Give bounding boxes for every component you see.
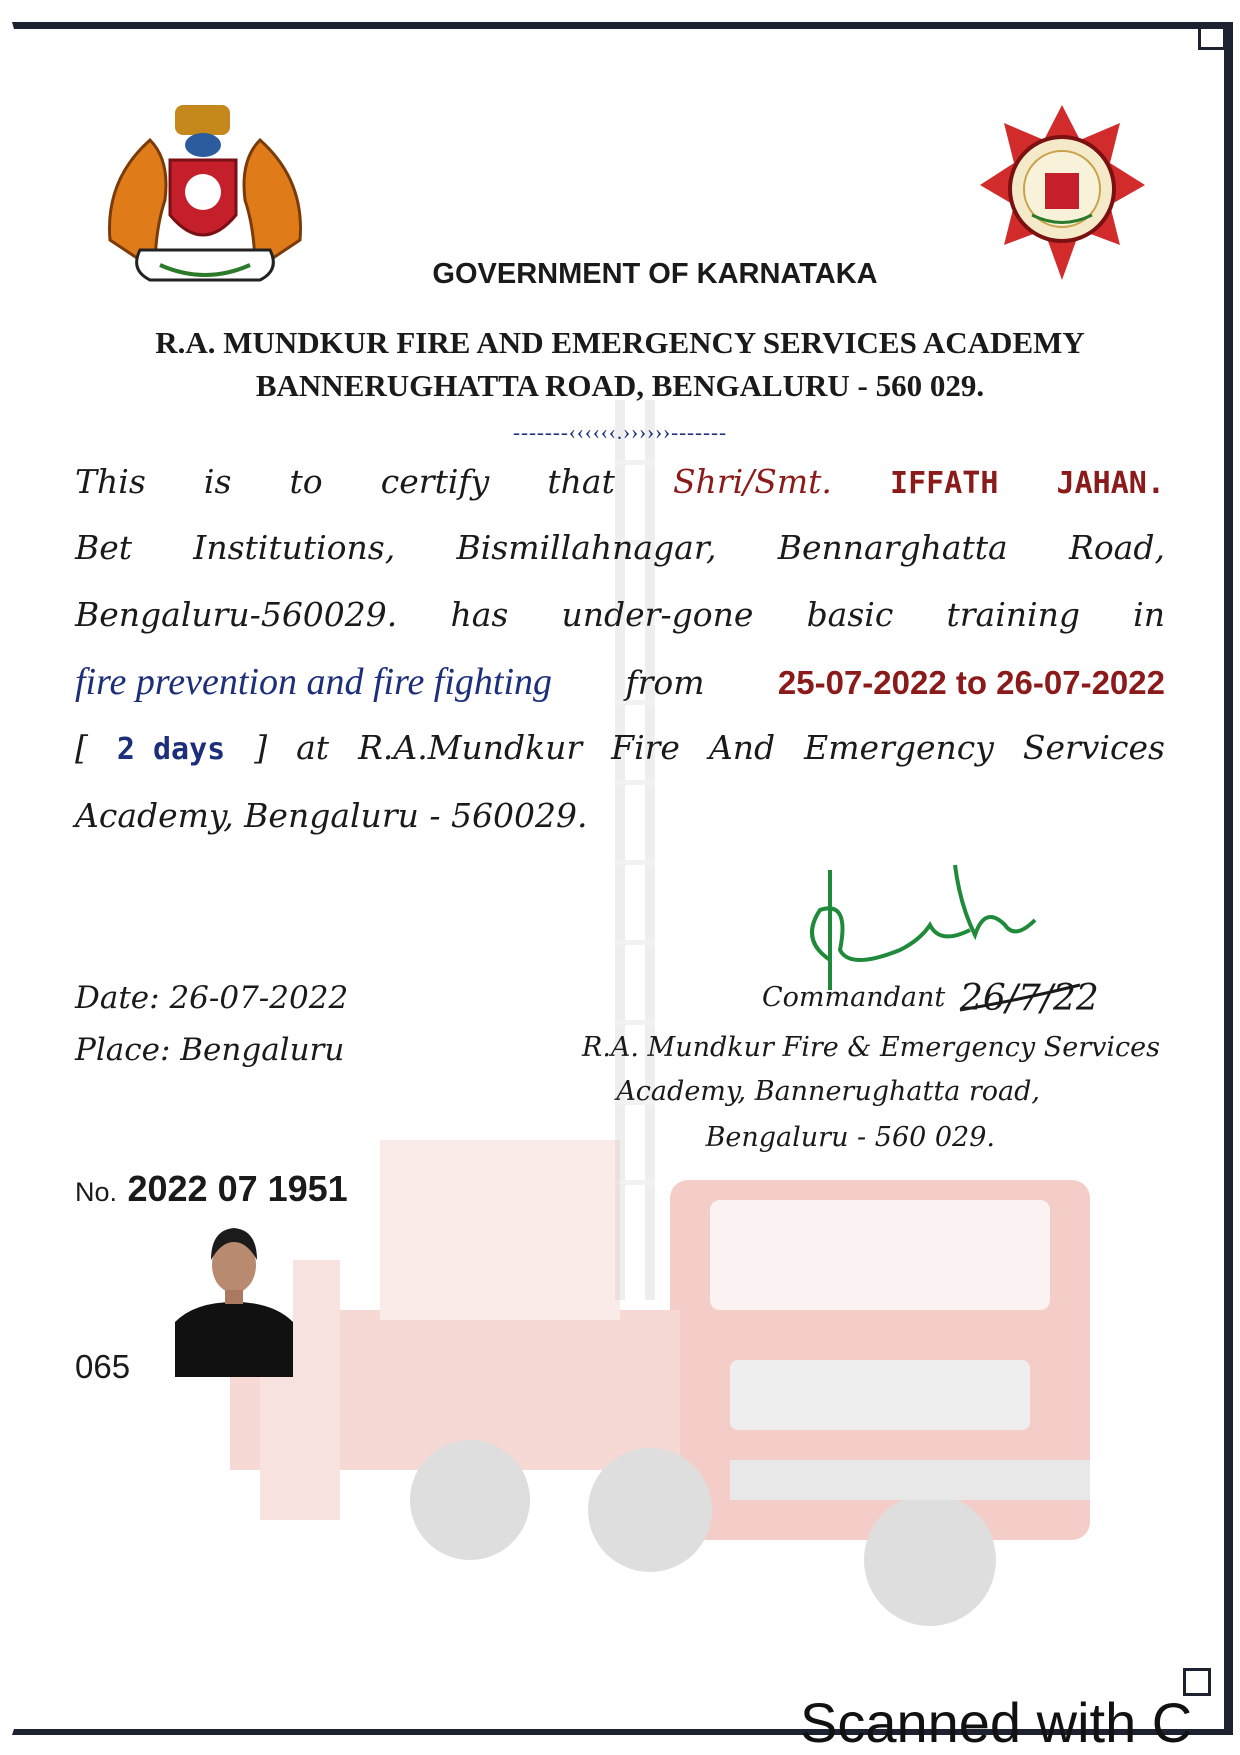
recipient-photo bbox=[175, 1220, 293, 1377]
decorative-divider: -------‹‹‹‹‹‹.››››››------- bbox=[512, 420, 728, 444]
signatory-address-line-3: Bengaluru - 560 029. bbox=[705, 1122, 995, 1153]
body-line-3: Bengaluru-560029. has under-gone basic training in bbox=[75, 595, 1165, 634]
body-line-1: This is to certify that Shri/Smt. IFFATH JAHAN. bbox=[75, 462, 1165, 501]
fire-services-badge-icon bbox=[980, 105, 1145, 280]
training-duration: 2 days bbox=[116, 732, 226, 767]
recipient-first-name: IFFATH bbox=[890, 466, 999, 501]
issue-place: Place: Bengaluru bbox=[75, 1032, 345, 1068]
signatory-address-line-2: Academy, Bannerughatta road, bbox=[616, 1076, 1040, 1107]
government-title: GOVERNMENT OF KARNATAKA bbox=[432, 258, 878, 290]
signatory-title: Commandant bbox=[762, 982, 946, 1013]
academy-name: R.A. MUNDKUR FIRE AND EMERGENCY SERVICES ACADEMY bbox=[155, 325, 1085, 360]
training-period: 25-07-2022 to 26-07-2022 bbox=[777, 664, 1165, 701]
serial-number: 065 bbox=[75, 1348, 131, 1385]
signature-date: 26/7/22 bbox=[960, 978, 1099, 1019]
course-name: fire prevention and fire fighting bbox=[75, 661, 553, 703]
certificate-number-label: No. bbox=[75, 1177, 118, 1207]
issue-date: Date: 26-07-2022 bbox=[75, 980, 349, 1016]
body-line-4: fire prevention and fire fighting from 25-07-2022 to 26-07-2022 bbox=[75, 661, 1165, 703]
corner-mark-top-right bbox=[1198, 22, 1226, 50]
body-line-5: [ 2 days ] at R.A.Mundkur Fire And Emergency Services bbox=[75, 728, 1165, 767]
certificate-number bbox=[75, 1168, 348, 1210]
academy-address: BANNERUGHATTA ROAD, BENGALURU - 560 029. bbox=[255, 368, 985, 403]
salutation: Shri/Smt. bbox=[672, 462, 832, 501]
fire-truck-watermark bbox=[230, 1140, 1110, 1640]
body-line-2: Bet Institutions, Bismillahnagar, Bennarghatta Road, bbox=[75, 528, 1165, 567]
signatory-address-line-1: R.A. Mundkur Fire & Emergency Services bbox=[581, 1032, 1160, 1063]
body-line-6: Academy, Bengaluru - 560029. bbox=[75, 796, 588, 835]
certificate-number-value: 2022 07 1951 bbox=[127, 1168, 348, 1209]
scanner-watermark-text: Scanned with C bbox=[800, 1691, 1193, 1754]
recipient-last-name: JAHAN. bbox=[1056, 466, 1165, 501]
